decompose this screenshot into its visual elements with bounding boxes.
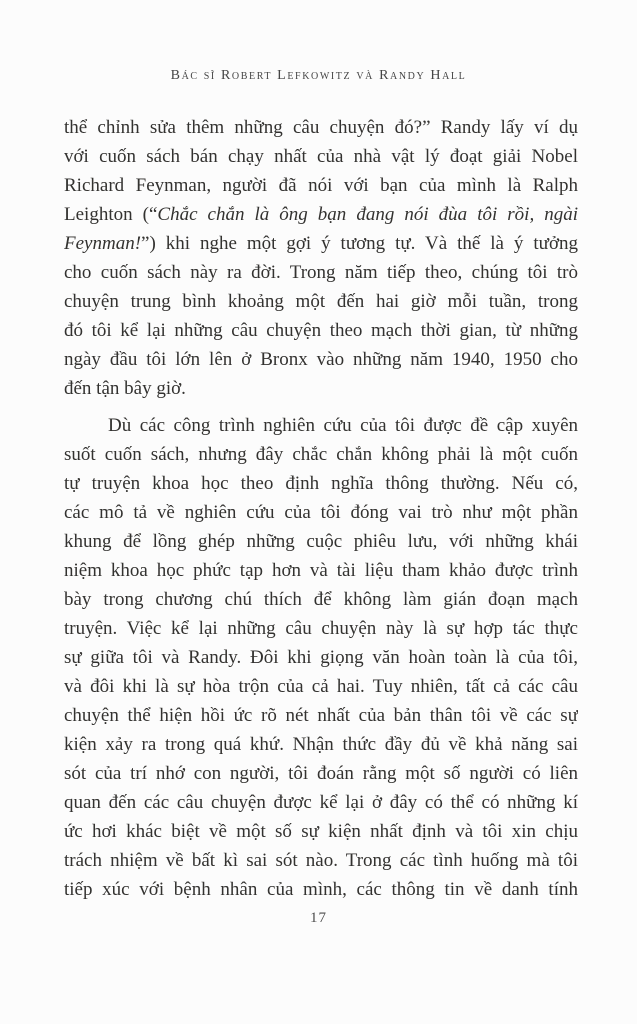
text-line <box>64 345 578 374</box>
body-text: kiện xảy ra trong quá khứ. Nhận thức đầy đủ về khả năng sai <box>64 734 578 755</box>
text-line <box>64 469 578 498</box>
body-text: tự truyện khoa học theo định nghĩa thông thường. Nếu có, <box>64 473 578 494</box>
paragraph <box>64 411 578 904</box>
text-line <box>64 846 578 875</box>
body-text: quan đến các câu chuyện được kể lại ở đây có thể có những kí <box>64 792 578 813</box>
body-text: cho cuốn sách này ra đời. Trong năm tiếp theo, chúng tôi trò <box>64 262 578 283</box>
text-line <box>64 875 578 904</box>
body-text: trách nhiệm về bất kì sai sót nào. Trong các tình huống mà tôi <box>64 850 578 871</box>
body-text: tiếp xúc với bệnh nhân của mình, các thông tin về danh tính <box>64 879 578 900</box>
body-text: chuyện trung bình khoảng một đến hai giờ mỗi tuần, trong <box>64 291 578 312</box>
text-line <box>64 113 578 142</box>
text-line <box>64 672 578 701</box>
text-line <box>64 788 578 817</box>
text-line <box>64 585 578 614</box>
text-line <box>64 643 578 672</box>
page-body <box>64 113 578 904</box>
body-text: đến tận bây giờ. <box>64 378 186 399</box>
text-line <box>64 142 578 171</box>
text-line <box>64 817 578 846</box>
text-line <box>64 200 578 229</box>
text-line <box>64 527 578 556</box>
text-line <box>64 556 578 585</box>
text-line <box>64 171 578 200</box>
text-line <box>64 316 578 345</box>
body-text: niệm khoa học phức tạp hơn và tài liệu tham khảo được trình <box>64 560 578 581</box>
text-line <box>64 287 578 316</box>
body-text: khung để lồng ghép những cuộc phiêu lưu, với những khái <box>64 531 578 552</box>
running-header: Bác sĩ Robert Lefkowitz và Randy Hall <box>170 68 467 83</box>
body-text: sót của trí nhớ con người, tôi đoán rằng một số người có liên <box>64 763 578 784</box>
text-line <box>64 258 578 287</box>
body-text: ”) khi nghe một gợi ý tương tự. Và thế là ý tưởng <box>141 233 578 254</box>
body-text: chuyện thể hiện hồi ức rõ nét nhất của bản thân tôi về các sự <box>64 705 578 726</box>
text-line <box>64 614 578 643</box>
text-line <box>64 229 578 258</box>
body-text: và đôi khi là sự hòa trộn của cả hai. Tuy nhiên, tất cả các câu <box>64 676 578 697</box>
text-line <box>64 701 578 730</box>
paragraph <box>64 113 578 403</box>
text-line <box>64 730 578 759</box>
body-text: Dù các công trình nghiên cứu của tôi được đề cập xuyên <box>108 415 578 436</box>
body-text: đó tôi kể lại những câu chuyện theo mạch thời gian, từ những <box>64 320 578 341</box>
text-line <box>64 374 578 403</box>
page-number: 17 <box>310 910 327 926</box>
body-text: với cuốn sách bán chạy nhất của nhà vật lý đoạt giải Nobel <box>64 146 578 167</box>
italic-text: Chắc chắn là ông bạn đang nói đùa tôi rồi, ngài <box>157 204 578 225</box>
body-text: suốt cuốn sách, nhưng đây chắc chắn không phải là một cuốn <box>64 444 578 465</box>
text-line <box>64 440 578 469</box>
italic-text: Feynman! <box>64 233 142 254</box>
body-text: ngày đầu tôi lớn lên ở Bronx vào những năm 1940, 1950 cho <box>64 349 578 370</box>
body-text: sự giữa tôi và Randy. Đôi khi giọng văn hoàn toàn là của tôi, <box>64 647 578 668</box>
body-text: truyện. Việc kể lại những câu chuyện này là sự hợp tác thực <box>64 618 578 639</box>
text-line <box>64 498 578 527</box>
body-text: ức hơi khác biệt về một số sự kiện nhất định và tôi xin chịu <box>64 821 578 842</box>
body-text: bày trong chương chú thích để không làm gián đoạn mạch <box>64 589 578 610</box>
body-text: Richard Feynman, người đã nói với bạn của mình là Ralph <box>64 175 578 196</box>
body-text: Leighton (“ <box>64 204 158 225</box>
body-text: thể chỉnh sửa thêm những câu chuyện đó?” Randy lấy ví dụ <box>64 117 578 138</box>
text-line <box>64 759 578 788</box>
body-text: các mô tả về nghiên cứu của tôi đóng vai trò như một phần <box>64 502 578 523</box>
text-line <box>64 411 578 440</box>
